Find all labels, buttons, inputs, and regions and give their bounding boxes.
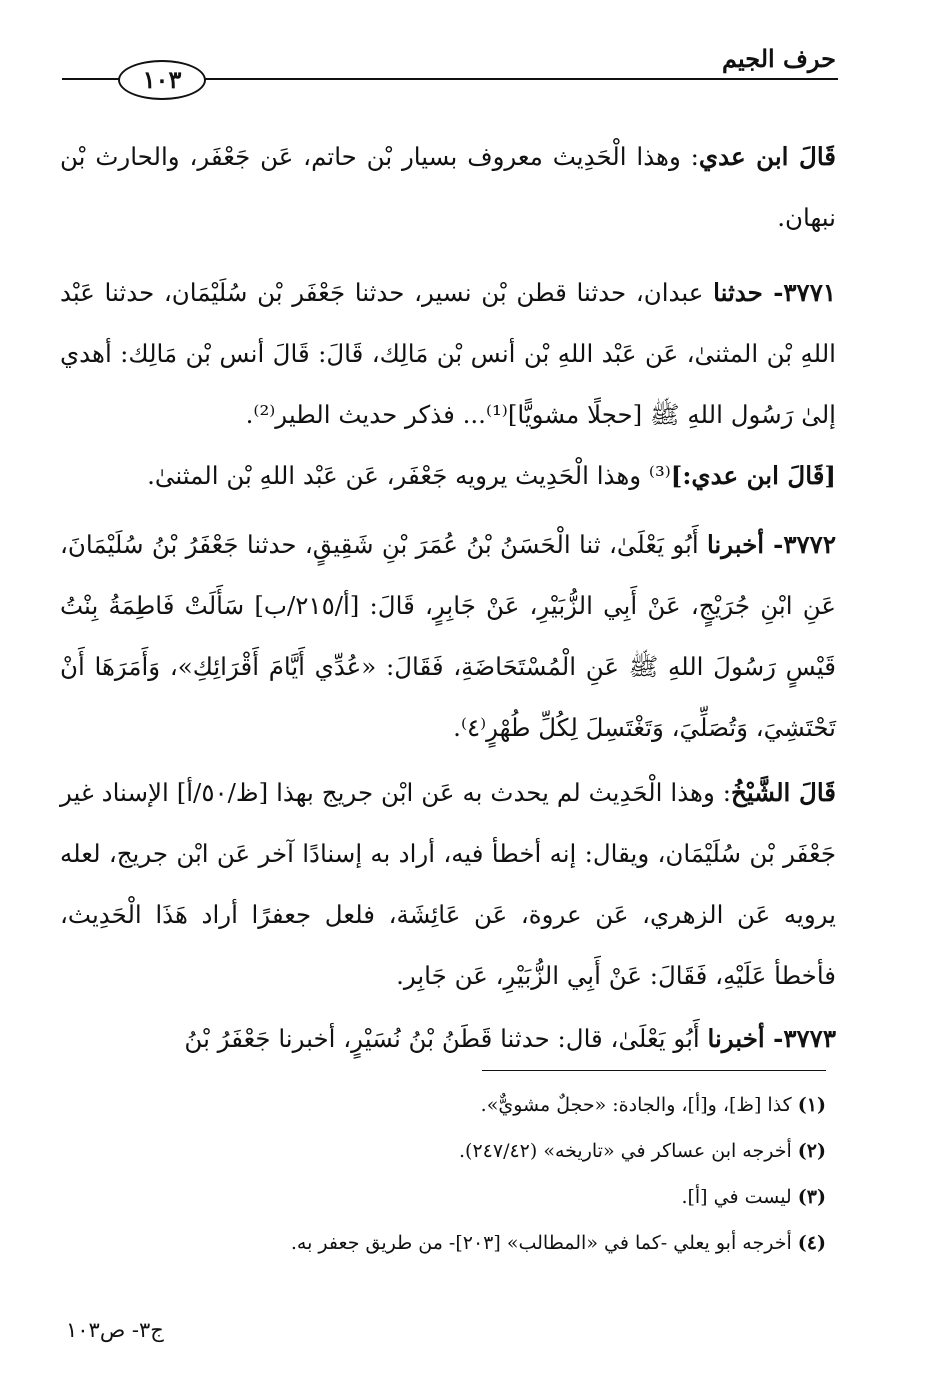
paragraph-3 <box>60 445 836 506</box>
hadith-3773-text: أَبُو يَعْلَىٰ، قال: حدثنا قَطَنُ بْنُ نُسَيْرٍ، أخبرنا جَعْفَرُ بْنُ <box>184 1024 700 1053</box>
main-text <box>60 126 836 1069</box>
footnote-4 <box>106 1220 826 1266</box>
shaykh-comment <box>60 762 836 1006</box>
footnotes <box>106 1082 826 1266</box>
shaykh-comment-text: : وهذا الْحَدِيث لم يحدث به عَن ابْن جريج بهذا [ظ/٥٠/أ] الإسناد غير جَعْفَر بْن سُلَيْمَان، ويقال: إنه أخطأ فيه، أراد به إسنادًا آخر عَن ابْن جريج، لعله يرويه عَن الزهري، عَن عروة، عَن عَائِشَة، فلعل جعفرًا أراد هَذَا الْحَدِيث، فأخطأ عَلَيْهِ، فَقَالَ: عَنْ أَبِي الزُّبَيْرِ، عَن جَابِر. <box>60 778 836 990</box>
shaykh-comment-lead: قَالَ الشَّيْخُ <box>731 778 837 807</box>
hadith-3772 <box>60 514 836 758</box>
hadith-3772-lead: ٣٧٧٢- أخبرنا <box>706 530 836 559</box>
hadith-3771-text: عبدان، حدثنا قطن بْن نسير، حدثنا جَعْفَر بْن سُلَيْمَان، حدثنا عَبْد اللهِ بْن المثنىٰ، عَن عَبْد اللهِ بْن أنس بْن مَالِك، قَالَ: قَالَ أنس بْن مَالِك: أهدي إلىٰ رَسُول اللهِ ﷺ [حجلًا مشويًّا]⁽¹⁾... فذكر حديث الطير⁽²⁾. <box>60 278 836 429</box>
volume-page-reference: ج٣- ص١٠٣ <box>66 1318 164 1342</box>
footnote-2-number: (٢) <box>797 1140 826 1162</box>
hadith-3772-text: أَبُو يَعْلَىٰ، ثنا الْحَسَنُ بْنُ عُمَرَ بْنِ شَقِيقٍ، حدثنا جَعْفَرُ بْنُ سُلَيْمَانَ، عَنِ ابْنِ جُرَيْجٍ، عَنْ أَبِي الزُّبَيْرِ، عَنْ جَابِرٍ، قَالَ: [أ/٢١٥/ب] سَأَلَتْ فَاطِمَةُ بِنْتُ قَيْسٍ رَسُولَ اللهِ ﷺ عَنِ الْمُسْتَحَاضَةِ، فَقَالَ: «عُدِّي أَيَّامَ أَقْرَائِكِ»، وَأَمَرَهَا أَنْ تَحْتَشِيَ، وَتُصَلِّيَ، وَتَغْتَسِلَ لِكُلِّ طُهْرٍ⁽٤⁾. <box>60 530 836 742</box>
footnote-2-text: أخرجه ابن عساكر في «تاريخه» (٢٤٧/٤٢). <box>459 1140 792 1162</box>
paragraph-1-text: : وهذا الْحَدِيث معروف بسيار بْن حاتم، عَن جَعْفَر، والحارث بْن نبهان. <box>60 142 836 232</box>
footnote-2 <box>106 1128 826 1174</box>
footnote-4-text: أخرجه أبو يعلي -كما في «المطالب» [٢٠٣]- من طريق جعفر به. <box>290 1232 792 1254</box>
footnote-3 <box>106 1174 826 1220</box>
paragraph-3-text: ⁽³⁾ وهذا الْحَدِيث يرويه جَعْفَر، عَن عَبْد اللهِ بْن المثنىٰ. <box>147 461 671 490</box>
page-number-badge: ١٠٣ <box>118 60 206 100</box>
footnote-3-text: ليست في [أ]. <box>681 1186 792 1208</box>
hadith-3771 <box>60 262 836 445</box>
footnote-4-number: (٤) <box>797 1232 826 1254</box>
chapter-title: حرف الجيم <box>722 44 836 73</box>
footnote-3-number: (٣) <box>797 1186 826 1208</box>
footnote-1 <box>106 1082 826 1128</box>
footnote-1-number: (١) <box>797 1094 826 1116</box>
paragraph-1 <box>60 126 836 248</box>
paragraph-1-lead: قَالَ ابن عدي <box>698 142 837 171</box>
hadith-3773-lead: ٣٧٧٣- أخبرنا <box>707 1024 836 1053</box>
hadith-3773 <box>60 1008 836 1069</box>
paragraph-3-lead: [قَالَ ابن عدي:] <box>670 461 836 490</box>
footnote-1-text: كذا [ظ]، و[أ]، والجادة: «حجلٌ مشويٌّ». <box>480 1094 792 1116</box>
footnote-rule <box>482 1070 826 1071</box>
hadith-3771-lead: ٣٧٧١- حدثنا <box>713 278 837 307</box>
